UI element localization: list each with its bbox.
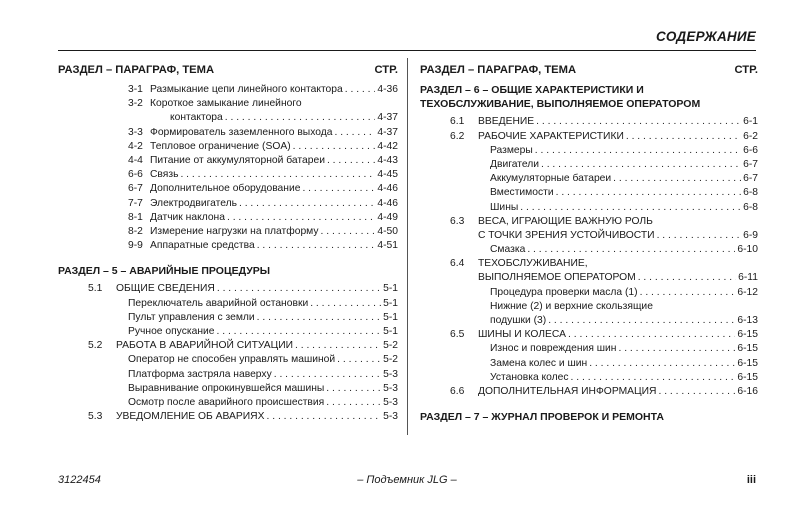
toc-entry-page: 5-2 <box>383 354 398 366</box>
toc-entry <box>450 328 758 342</box>
left-column <box>58 58 398 424</box>
top-rule <box>58 50 756 51</box>
dot-leader <box>640 286 736 300</box>
toc-entry-number: 5.1 <box>88 283 103 295</box>
section-5-entries <box>58 282 398 424</box>
toc-entry <box>450 186 758 200</box>
toc-entry-title: Связь <box>150 169 179 181</box>
dot-leader <box>321 225 376 239</box>
toc-entry-page: 6-16 <box>737 385 758 397</box>
toc-entry-page: 5-1 <box>383 297 398 309</box>
toc-entry-page: 4-49 <box>377 211 398 223</box>
toc-entry <box>128 97 398 111</box>
dot-leader <box>180 168 375 182</box>
toc-entry-title: Осмотр после аварийного происшествия <box>128 396 325 408</box>
toc-entry-number: 6.3 <box>450 215 465 227</box>
toc-entry-page: 4-45 <box>377 169 398 181</box>
toc-entry-title: Формирователь заземленного выхода <box>150 126 333 138</box>
toc-entry-title: ДОПОЛНИТЕЛЬНАЯ ИНФОРМАЦИЯ <box>478 385 657 397</box>
toc-entry-page: 4-50 <box>377 225 398 237</box>
column-header-label: РАЗДЕЛ – ПАРАГРАФ, ТЕМА <box>58 64 215 76</box>
toc-entry-title: Дополнительное оборудование <box>150 183 301 195</box>
dot-leader <box>302 182 375 196</box>
dot-leader <box>334 126 375 140</box>
toc-entry <box>450 243 758 257</box>
toc-entry <box>128 83 398 97</box>
toc-entry-title: Датчик наклона <box>150 211 225 223</box>
section-5-title: РАЗДЕЛ – 5 – АВАРИЙНЫЕ ПРОЦЕДУРЫ <box>58 265 271 278</box>
toc-entry <box>128 182 398 196</box>
dot-leader <box>626 130 741 144</box>
dot-leader <box>568 328 735 342</box>
toc-entry <box>128 225 398 239</box>
toc-entry <box>450 215 758 229</box>
toc-entry-page: 6-1 <box>743 116 758 128</box>
toc-entry-title: С ТОЧКИ ЗРЕНИЯ УСТОЙЧИВОСТИ <box>478 229 655 241</box>
column-header-label: РАЗДЕЛ – ПАРАГРАФ, ТЕМА <box>420 64 577 76</box>
dot-leader <box>257 239 376 253</box>
toc-entry-page: 6-2 <box>743 130 758 142</box>
dot-leader <box>618 342 735 356</box>
toc-entry-title: Процедура проверки масла (1) <box>490 286 638 298</box>
toc-entry-title: Измерение нагрузки на платформу <box>150 225 319 237</box>
toc-entry <box>128 126 398 140</box>
toc-entry-title: Установка колес <box>490 371 569 383</box>
toc-entry <box>88 368 398 382</box>
dot-leader <box>225 111 376 125</box>
toc-entry-page: 6-12 <box>737 286 758 298</box>
toc-entry-title: Питание от аккумуляторной батареи <box>150 154 325 166</box>
toc-entry-number: 6.2 <box>450 130 465 142</box>
toc-entry-number: 5.2 <box>88 340 103 352</box>
toc-entry-number: 5.3 <box>88 411 103 423</box>
dot-leader <box>274 368 381 382</box>
toc-entry <box>450 172 758 186</box>
right-column <box>420 58 758 424</box>
toc-entry <box>88 353 398 367</box>
toc-entry <box>128 154 398 168</box>
toc-entry-title: Пульт управления с земли <box>128 311 255 323</box>
section-6-title-line1: РАЗДЕЛ – 6 – ОБЩИЕ ХАРАКТЕРИСТИКИ И <box>420 84 644 96</box>
toc-entry-title: Замена колес и шин <box>490 357 588 369</box>
dot-leader <box>293 140 376 154</box>
dot-leader <box>267 410 382 424</box>
column-header-right <box>420 58 758 83</box>
toc-entry-title: контактора <box>170 112 223 124</box>
toc-entry-title: Аккумуляторные батареи <box>490 173 612 185</box>
toc-entry-page: 4-36 <box>377 84 398 95</box>
toc-entry-page: 5-1 <box>383 326 398 337</box>
section-6-entries <box>420 115 758 399</box>
toc-entry <box>450 201 758 215</box>
toc-entry-title: Выравнивание опрокинувшейся машины <box>128 382 325 394</box>
toc-entry-number: 8-2 <box>128 225 143 237</box>
toc-entry-page: 4-37 <box>377 126 398 138</box>
toc-entry <box>128 111 398 125</box>
toc-entry <box>88 410 398 424</box>
page-title: СОДЕРЖАНИЕ <box>655 29 756 44</box>
toc-entry-title: Размеры <box>490 144 533 156</box>
toc-entry-title: ВЕСА, ИГРАЮЩИЕ ВАЖНУЮ РОЛЬ <box>478 215 653 227</box>
column-header-page-label: СТР. <box>374 64 398 76</box>
toc-entry <box>450 385 758 399</box>
toc-entry <box>88 325 398 339</box>
toc-entry-title: Вместимости <box>490 187 554 199</box>
dot-leader <box>571 371 736 385</box>
toc-entry-page: 5-3 <box>383 382 398 394</box>
toc-entry-title: ТЕХОБСЛУЖИВАНИЕ, <box>478 258 588 270</box>
toc-entry-number: 4-4 <box>128 154 143 166</box>
toc-entry-page: 6-9 <box>743 229 758 241</box>
dot-leader <box>541 158 741 172</box>
toc-entry <box>450 357 758 371</box>
dot-leader <box>217 282 381 296</box>
toc-entry-page: 4-43 <box>377 154 398 166</box>
toc-entry-title: Электродвигатель <box>150 197 237 209</box>
toc-entry-title: подушки (3) <box>490 315 547 326</box>
toc-entry <box>450 371 758 385</box>
dot-leader <box>638 271 736 285</box>
dot-leader <box>217 325 382 339</box>
dot-leader <box>295 339 381 353</box>
toc-entry-page: 6-7 <box>743 158 758 170</box>
toc-entry-page: 4-46 <box>377 197 398 209</box>
toc-entry-title: Ручное опускание <box>128 326 215 337</box>
footer-title: – Подъемник JLG – <box>357 474 457 486</box>
dot-leader <box>310 297 381 311</box>
toc-entry-title: Смазка <box>490 244 526 256</box>
toc-entry <box>88 282 398 296</box>
toc-entry-title: ОБЩИЕ СВЕДЕНИЯ <box>116 283 215 295</box>
toc-entry-page: 6-6 <box>743 144 758 156</box>
toc-entry <box>450 115 758 129</box>
dot-leader <box>658 385 735 399</box>
toc-entry <box>128 140 398 154</box>
dot-leader <box>613 172 741 186</box>
toc-entry-page: 4-51 <box>377 240 398 252</box>
toc-entry <box>88 382 398 396</box>
page-number: iii <box>746 474 756 486</box>
doc-number: 3122454 <box>58 474 101 486</box>
toc-entry <box>450 286 758 300</box>
toc-entry-page: 5-2 <box>383 340 398 352</box>
toc-entry <box>88 297 398 311</box>
toc-entry <box>128 211 398 225</box>
toc-entry-page: 6-10 <box>737 244 758 256</box>
dot-leader <box>548 314 735 328</box>
toc-entry-title: Переключатель аварийной остановки <box>128 297 309 309</box>
dot-leader <box>589 357 735 371</box>
toc-entry-number: 3-3 <box>128 126 143 138</box>
toc-entry-number: 6-6 <box>128 169 143 181</box>
toc-entry-page: 6-8 <box>743 187 758 199</box>
toc-entry-page: 6-15 <box>737 343 758 355</box>
dot-leader <box>326 382 381 396</box>
toc-entry <box>450 130 758 144</box>
toc-entry-number: 8-1 <box>128 211 143 223</box>
toc-entry-page: 6-13 <box>737 315 758 326</box>
toc-entry-title: РАБОЧИЕ ХАРАКТЕРИСТИКИ <box>478 130 624 142</box>
dot-leader <box>239 197 375 211</box>
toc-entry-number: 6.4 <box>450 258 465 270</box>
toc-entry-page: 5-3 <box>383 396 398 408</box>
toc-entry <box>450 257 758 271</box>
section-7-title: РАЗДЕЛ – 7 – ЖУРНАЛ ПРОВЕРОК И РЕМОНТА <box>420 411 664 424</box>
toc-entry <box>450 158 758 172</box>
toc-entry-page: 5-1 <box>383 311 398 323</box>
toc-entry-page: 5-3 <box>383 411 398 423</box>
dot-leader <box>520 201 741 215</box>
toc-entry-title: Нижние (2) и верхние скользящие <box>490 300 653 312</box>
toc-entry-title: Двигатели <box>490 158 539 170</box>
toc-entry-title: Тепловое ограничение (SOA) <box>150 140 291 152</box>
toc-entry-page: 6-15 <box>737 329 758 341</box>
dot-leader <box>227 211 375 225</box>
toc-entry-number: 7-7 <box>128 197 143 209</box>
toc-entry <box>88 311 398 325</box>
toc-entry-title: Износ и повреждения шин <box>490 343 617 355</box>
footer <box>58 474 756 490</box>
continued-entries <box>58 83 398 253</box>
toc-entry-title: Размыкание цепи линейного контактора <box>150 84 343 95</box>
toc-entry-page: 4-37 <box>377 112 398 124</box>
dot-leader <box>326 396 381 410</box>
toc-entry-title: Шины <box>490 201 519 213</box>
dot-leader <box>527 243 735 257</box>
toc-entry-page: 6-15 <box>737 357 758 369</box>
toc-entry <box>450 229 758 243</box>
toc-entry-number: 4-2 <box>128 140 143 152</box>
toc-entry-title: РАБОТА В АВАРИЙНОЙ СИТУАЦИИ <box>116 340 294 352</box>
toc-entry-page: 5-1 <box>383 283 398 295</box>
toc-entry-title: Короткое замыкание линейного <box>150 98 302 110</box>
toc-entry <box>128 168 398 182</box>
dot-leader <box>345 83 376 97</box>
toc-entry-page: 5-3 <box>383 368 398 380</box>
toc-entry <box>128 197 398 211</box>
column-divider <box>407 58 408 435</box>
toc-entry-number: 3-2 <box>128 98 143 110</box>
section-6-title-line2: ТЕХОБСЛУЖИВАНИЕ, ВЫПОЛНЯЕМОЕ ОПЕРАТОРОМ <box>420 98 701 111</box>
toc-entry-number: 9-9 <box>128 240 143 252</box>
toc-entry-page: 6-15 <box>737 371 758 383</box>
toc-entry-page: 6-7 <box>743 173 758 185</box>
toc-entry-number: 6.6 <box>450 385 465 397</box>
toc-entry-page: 6-8 <box>743 201 758 213</box>
dot-leader <box>536 115 741 129</box>
toc-entry <box>450 314 758 328</box>
toc-entry-title: Оператор не способен управлять машиной <box>128 354 336 366</box>
dot-leader <box>327 154 375 168</box>
dot-leader <box>337 353 381 367</box>
toc-entry <box>128 239 398 253</box>
toc-entry-page: 6-11 <box>738 272 758 284</box>
toc-entry-number: 6-7 <box>128 183 143 195</box>
toc-entry-page: 4-46 <box>377 183 398 195</box>
dot-leader <box>657 229 742 243</box>
column-header-page-label: СТР. <box>734 64 758 76</box>
column-header <box>58 58 398 83</box>
dot-leader <box>556 186 742 200</box>
toc-entry <box>450 144 758 158</box>
toc-entry <box>450 342 758 356</box>
toc-entry-title: УВЕДОМЛЕНИЕ ОБ АВАРИЯХ <box>116 411 265 423</box>
toc-entry <box>450 300 758 314</box>
toc-entry-title: ВВЕДЕНИЕ <box>478 116 535 128</box>
toc-entry-title: Платформа застряла наверху <box>128 368 272 380</box>
dot-leader <box>257 311 381 325</box>
toc-entry-title: ВЫПОЛНЯЕМОЕ ОПЕРАТОРОМ <box>478 272 636 284</box>
toc-entry <box>450 271 758 285</box>
toc-entry-page: 4-42 <box>377 140 398 152</box>
toc-entry-number: 3-1 <box>128 84 143 95</box>
toc-entry <box>88 396 398 410</box>
toc-entry-title: Аппаратные средства <box>150 240 255 252</box>
toc-entry <box>88 339 398 353</box>
toc-entry-title: ШИНЫ И КОЛЕСА <box>478 329 566 341</box>
dot-leader <box>535 144 741 158</box>
toc-entry-number: 6.1 <box>450 116 465 128</box>
toc-entry-number: 6.5 <box>450 329 465 341</box>
